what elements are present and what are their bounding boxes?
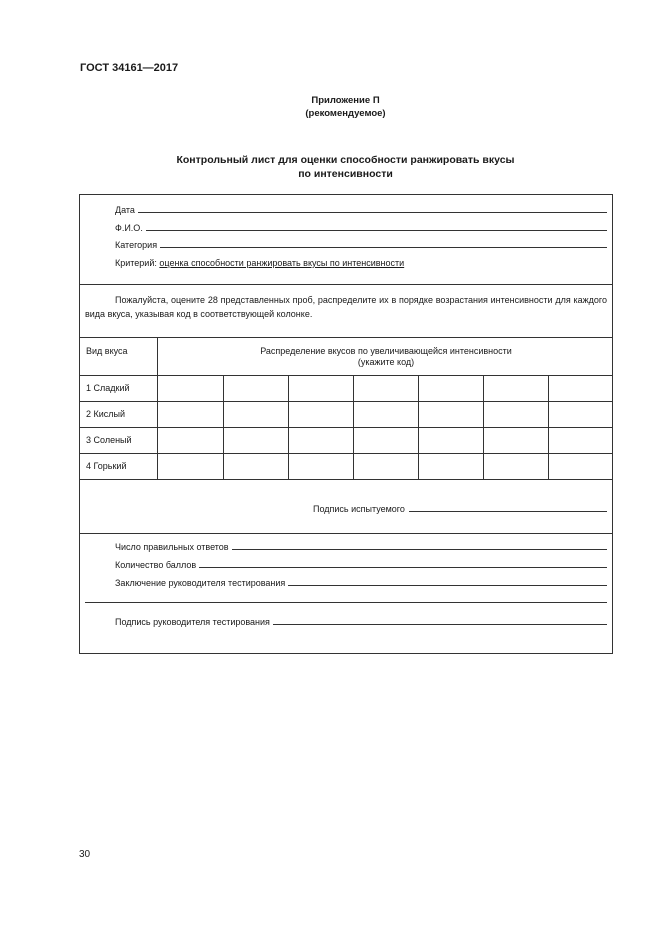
supervisor-signature-line[interactable] [273,624,607,625]
distribution-header-line2: (укажите код) [357,357,415,367]
table-cell-divider [353,375,354,479]
conclusion-continuation-line[interactable] [85,602,607,603]
correct-answers-field[interactable] [115,540,607,552]
taste-row-label: 3 Соленый [86,435,132,445]
divider [80,453,612,454]
score-field[interactable] [115,558,607,570]
taste-column-header: Вид вкуса [86,346,128,356]
distribution-header-line1: Распределение вкусов по увеличивающейся интенсивности [260,346,512,356]
conclusion-line[interactable] [288,585,607,586]
checklist-form [79,194,613,654]
category-label: Категория [115,240,158,250]
supervisor-signature-field[interactable] [115,615,607,627]
conclusion-field[interactable] [115,576,607,588]
divider [80,427,612,428]
page-number: 30 [79,849,91,860]
appendix-heading [0,94,661,120]
appendix-note: (рекомендуемое) [305,108,386,119]
divider [80,375,612,376]
instruction-text: Пожалуйста, оцените 28 представленных проб, распределите их в порядке возрастания интенсивности для каждого вида вкуса, указывая код в соответствующей колонке. [85,295,607,319]
taste-row-label: 4 Горький [86,461,127,471]
name-label: Ф.И.О. [115,223,143,233]
divider [80,533,612,534]
document-code: ГОСТ 34161—2017 [80,62,179,74]
form-title-line2: по интенсивности [298,168,393,180]
supervisor-signature-label: Подпись руководителя тестирования [115,617,270,627]
form-title-line1: Контрольный лист для оценки способности ранжировать вкусы [176,154,515,166]
table-column-divider [157,337,158,479]
form-title [0,153,661,181]
category-field[interactable] [115,238,607,250]
score-label: Количество баллов [115,560,197,570]
divider [80,284,612,285]
appendix-title: Приложение П [311,95,380,106]
conclusion-label: Заключение руководителя тестирования [115,578,286,588]
distribution-column-header [158,346,614,368]
subject-signature-label: Подпись испытуемого [313,504,405,514]
table-cell-divider [288,375,289,479]
conclusion-continuation-field[interactable] [85,593,607,605]
score-line[interactable] [199,567,607,568]
table-cell-divider [223,375,224,479]
date-label: Дата [115,205,135,215]
divider [80,337,612,338]
table-cell-divider [418,375,419,479]
category-line[interactable] [160,247,607,248]
criterion-label: Критерий: [115,258,157,268]
correct-answers-label: Число правильных ответов [115,542,229,552]
criterion-value: оценка способности ранжировать вкусы по интенсивности [159,258,405,268]
taste-row-label: 1 Сладкий [86,383,130,393]
criterion [115,258,404,268]
table-cell-divider [483,375,484,479]
divider [80,401,612,402]
date-line[interactable] [138,212,607,213]
table-cell-divider [548,375,549,479]
subject-signature-line[interactable] [409,511,607,512]
correct-answers-line[interactable] [232,549,607,550]
date-field[interactable] [115,203,607,215]
taste-row-label: 2 Кислый [86,409,126,419]
name-field[interactable] [115,221,607,233]
name-line[interactable] [146,230,607,231]
divider [80,479,612,480]
subject-signature-field[interactable] [313,502,607,514]
